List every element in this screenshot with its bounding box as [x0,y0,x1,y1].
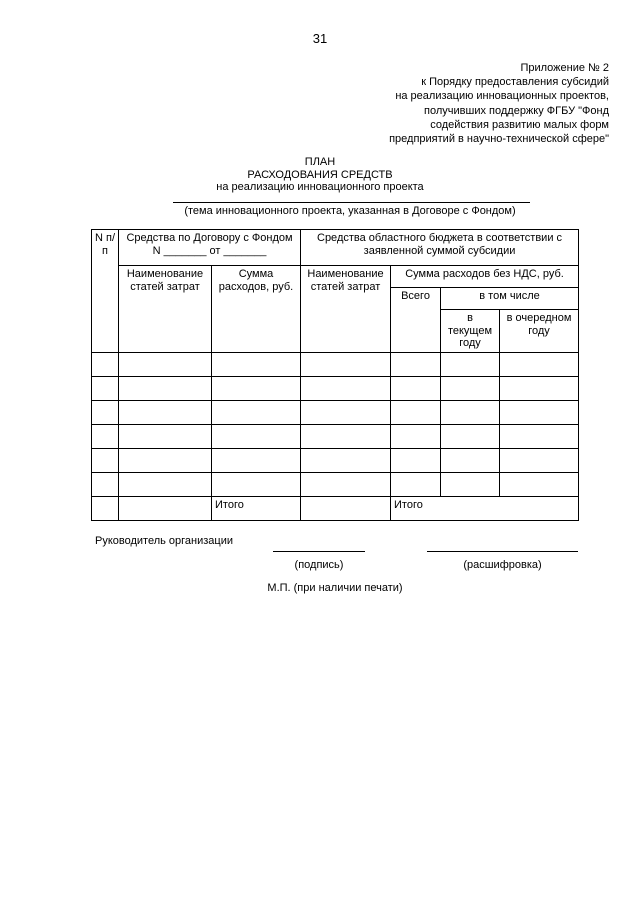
table-cell[interactable] [301,376,391,400]
table-cell[interactable] [441,400,500,424]
total-label-contract: Итого [212,496,301,520]
table-cell[interactable] [441,448,500,472]
table-cell[interactable] [301,448,391,472]
table-cell[interactable] [500,424,579,448]
table-cell[interactable] [119,376,212,400]
table-cell[interactable] [301,352,391,376]
table-row [92,448,579,472]
table-cell[interactable] [92,448,119,472]
table-row [92,400,579,424]
table-cell[interactable] [441,376,500,400]
table-cell[interactable] [391,448,441,472]
table-cell[interactable] [441,352,500,376]
table-row [92,352,579,376]
document-purpose: на реализацию инновационного проекта [216,181,424,193]
table-cell[interactable] [391,400,441,424]
name-line[interactable] [427,551,578,552]
table-cell[interactable] [92,424,119,448]
page-number: 31 [312,31,328,46]
table-cell[interactable] [500,472,579,496]
header-regional-items: Наименование статей затрат [301,266,391,353]
table-cell[interactable] [92,496,119,520]
table-cell[interactable] [212,352,301,376]
table-cell[interactable] [119,448,212,472]
table-cell[interactable] [500,448,579,472]
appendix-line: получивших поддержку ФГБУ "Фонд [424,104,609,117]
table-cell[interactable] [119,400,212,424]
signature-line[interactable] [273,551,365,552]
table-cell[interactable] [92,400,119,424]
document-heading [0,156,640,194]
table-cell[interactable] [301,424,391,448]
header-regional-sum: Сумма расходов без НДС, руб. [391,266,579,288]
head-of-organization-label: Руководитель организации [95,535,234,547]
table-cell[interactable] [500,400,579,424]
header-contract-items: Наименование статей затрат [119,266,212,353]
appendix-line: на реализацию инновационных проектов, [395,90,609,103]
name-caption: (расшифровка) [463,559,542,571]
header-current-year: в текущем году [441,310,500,353]
table-cell[interactable] [441,472,500,496]
table-row [92,472,579,496]
appendix-line: Приложение № 2 [520,62,609,74]
header-contract-funds: Средства по Договору с Фондом N _______ от _______ [119,230,301,266]
topic-caption: (тема инновационного проекта, указанная в Договоре с Фондом) [184,205,516,217]
table-cell[interactable] [212,472,301,496]
table-cell[interactable] [119,424,212,448]
table-cell[interactable] [212,376,301,400]
table-cell[interactable] [500,376,579,400]
header-number: N п/п [92,230,119,353]
table-cell[interactable] [119,496,212,520]
table-cell[interactable] [119,472,212,496]
table-cell[interactable] [92,352,119,376]
topic-fill-line [173,202,530,203]
appendix-note [389,61,609,146]
document-title: ПЛАН [304,156,336,168]
table-cell[interactable] [391,352,441,376]
table-cell[interactable] [119,352,212,376]
header-total: Всего [391,288,441,353]
table-cell[interactable] [212,424,301,448]
table-row [92,424,579,448]
total-label-regional: Итого [391,496,579,520]
appendix-line: предприятий в научно-технической сфере" [389,133,609,146]
header-regional-funds: Средства областного бюджета в соответствии с заявленной суммой субсидии [301,230,579,266]
table-cell[interactable] [212,448,301,472]
stamp-caption: М.П. (при наличии печати) [267,582,403,594]
appendix-line: содействия развитию малых форм [430,118,609,131]
header-contract-sum: Сумма расходов, руб. [212,266,301,353]
table-row [92,376,579,400]
document-subtitle: РАСХОДОВАНИЯ СРЕДСТВ [247,168,393,181]
table-cell[interactable] [301,496,391,520]
header-including: в том числе [441,288,579,310]
table-cell[interactable] [391,376,441,400]
table-cell[interactable] [441,424,500,448]
table-cell[interactable] [92,472,119,496]
table-cell[interactable] [92,376,119,400]
table-cell[interactable] [391,424,441,448]
table-cell[interactable] [500,352,579,376]
table-cell[interactable] [212,400,301,424]
table-cell[interactable] [391,472,441,496]
signature-caption: (подпись) [294,559,344,571]
table-cell[interactable] [301,472,391,496]
table-cell[interactable] [301,400,391,424]
appendix-line: к Порядку предоставления субсидий [421,76,609,89]
total-row [92,496,579,520]
header-next-year: в очередном году [500,310,579,353]
expense-plan-table [91,229,579,521]
